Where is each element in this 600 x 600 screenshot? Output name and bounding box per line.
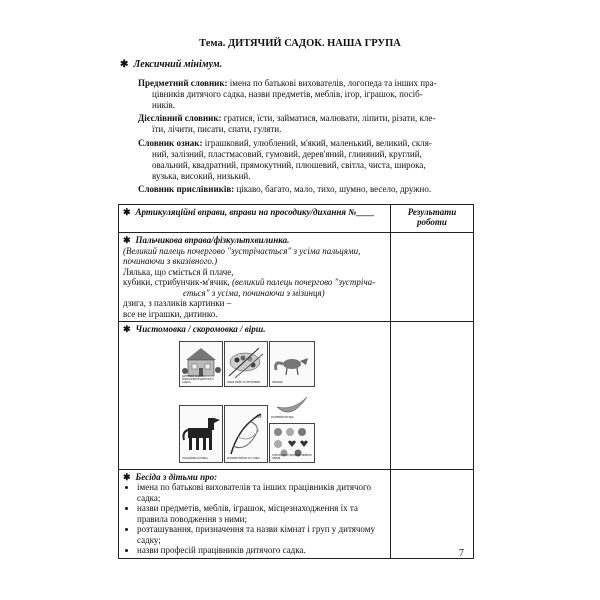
thread-needle-image bbox=[224, 405, 268, 463]
image-caption: ЯСКРАВІ НИТКИ ТА ГОЛКА bbox=[227, 456, 260, 460]
results-header: Результати роботи bbox=[391, 205, 474, 233]
image-caption: ЛИСИЦЯ bbox=[272, 380, 283, 384]
toy-horse-image bbox=[179, 405, 223, 463]
asterisk-icon: ✱ bbox=[123, 324, 131, 334]
table-row bbox=[119, 322, 474, 470]
result-cell bbox=[391, 322, 474, 470]
list-item: • назви предметів, меблів, іграшок, місцезнаходження їх та правила поводження з ними; bbox=[137, 503, 386, 524]
vocab-attributes: Словник ознак: іграшковий, улюблений, м'який, маленький, великий, скля- ний, залізний, пластмасовий, гумовий, дерев'яний, глиняний, круглий, овальний, квадратний, прямокутний, плюшевий, світла, чиста, широка, вузька, високий, низький. bbox=[138, 138, 432, 181]
table-row bbox=[119, 469, 474, 558]
result-cell bbox=[391, 233, 474, 322]
finger-exercise-cell: ✱ Пальчикова вправа/фізкультхвилинка. (Великий палець почергово "зустрічається" з усіма пальцями, починаючи з вказівного.) Лялька, що сміється й плаче, кубики, стрибунчик-м'ячик, (великий палець почергово "зустріча- ється" з усіма, починаючи з мізинця) дзига, з пазликів картинки – все не іграшки, дитинко. bbox=[119, 233, 391, 322]
page-number: 7 bbox=[459, 548, 464, 559]
rhyme-note: ється" з усіма, починаючи з мізинця) bbox=[183, 287, 325, 298]
vocab-adverbs: Словник прислівників: цікаво, багато, мало, тихо, шумно, весело, дружно. bbox=[138, 184, 432, 194]
picture-gallery bbox=[179, 341, 315, 463]
result-cell bbox=[391, 469, 474, 558]
articulation-cell: ✱ Артикуляційні вправи, вправи на просодику/дихання №____ bbox=[119, 205, 391, 233]
asterisk-icon: ✱ bbox=[123, 235, 131, 245]
table-row bbox=[119, 205, 474, 233]
table-row bbox=[119, 233, 474, 322]
image-caption: НАБІР ФАРБ ТА ПЕНЗЛИКИ bbox=[227, 380, 261, 384]
conversation-cell: ✱ Бесіда з дітьми про: • імена по батькові вихователів та інших працівників дитячого садка; • назви предметів, меблів, іграшок, місцезнаходження їх та правила поводження з ними; • розташування, призначення та назви кімнат і груп у дитячому садку; • назви професій працівників дитячого садка. bbox=[119, 469, 391, 558]
image-caption: РОЖЕВИЙ МІСЯЦЬ bbox=[271, 415, 294, 419]
tongue-twister-cell: ✱ Чистомовка / скоромовка / вірш. ДИТЯЧИЙ САДОК / ЗОБРАЖЕННЯ ДИТЯЧОГО САДКА НАБІР ФАРБ ТА ПЕНЗЛИКИ ЛИСИЦЯ РОЖЕВИЙ МІСЯЦЬ ІГРАШКОВА КОНЯКА ЯСКРАВІ НИТКИ ТА ГОЛКА СТИЛІЗОВАНІ ЛИЦЯ ТА ЧЕРВОНІ СЕРЦЯ bbox=[119, 322, 391, 470]
image-caption: ІГРАШКОВА КОНЯКА bbox=[182, 456, 208, 460]
image-caption: ДИТЯЧИЙ САДОК / ЗОБРАЖЕННЯ ДИТЯЧОГО САДКА bbox=[182, 375, 214, 384]
page-title: Тема. ДИТЯЧИЙ САДОК. НАША ГРУПА bbox=[199, 38, 401, 49]
image-caption: СТИЛІЗОВАНІ ЛИЦЯ ТА ЧЕРВОНІ СЕРЦЯ bbox=[272, 453, 312, 460]
vocab-subject: Предметний словник: імена по батькові вихователів, логопеда та інших пра- цівників дитячого садка, назви предметів, меблів, ігор, іграшок, посіб- ників. bbox=[138, 78, 437, 110]
asterisk-icon: ✱ bbox=[120, 59, 129, 70]
asterisk-icon: ✱ bbox=[123, 207, 131, 217]
rhyme-line: Лялька, що сміється й плаче, bbox=[123, 266, 234, 277]
lesson-table bbox=[118, 204, 474, 559]
rhyme-line: все не іграшки, дитинко. bbox=[123, 308, 218, 319]
rhyme-line: кубики, стрибунчик-м'ячик, (великий палець почергово "зустріча- bbox=[123, 277, 376, 287]
finger-instruction: (Великий палець почергово "зустрічається" з усіма пальцями, починаючи з вказівного.) bbox=[123, 245, 361, 266]
conversation-list bbox=[123, 482, 386, 556]
rhyme-line: дзига, з пазликів картинки – bbox=[123, 298, 232, 308]
faces-hearts-image bbox=[269, 423, 315, 463]
fox-image bbox=[269, 341, 315, 387]
kindergarten-image bbox=[179, 341, 223, 387]
paints-image bbox=[224, 341, 268, 387]
list-item: • назви професій працівників дитячого садка. bbox=[137, 545, 386, 556]
lexical-heading: ✱ Лексичний мінімум. bbox=[120, 59, 223, 70]
list-item: • імена по батькові вихователів та інших працівників дитячого садка; bbox=[137, 482, 386, 503]
vocab-verbs: Дієслівний словник: гратися, їсти, займатися, малювати, ліпити, різати, кле- їти, лічити, писати, спати, гуляти. bbox=[138, 113, 436, 134]
asterisk-icon: ✱ bbox=[123, 471, 131, 482]
moon-image bbox=[269, 387, 313, 421]
list-item: • розташування, призначення та назви кімнат і груп у дитячому садку; bbox=[137, 524, 386, 545]
